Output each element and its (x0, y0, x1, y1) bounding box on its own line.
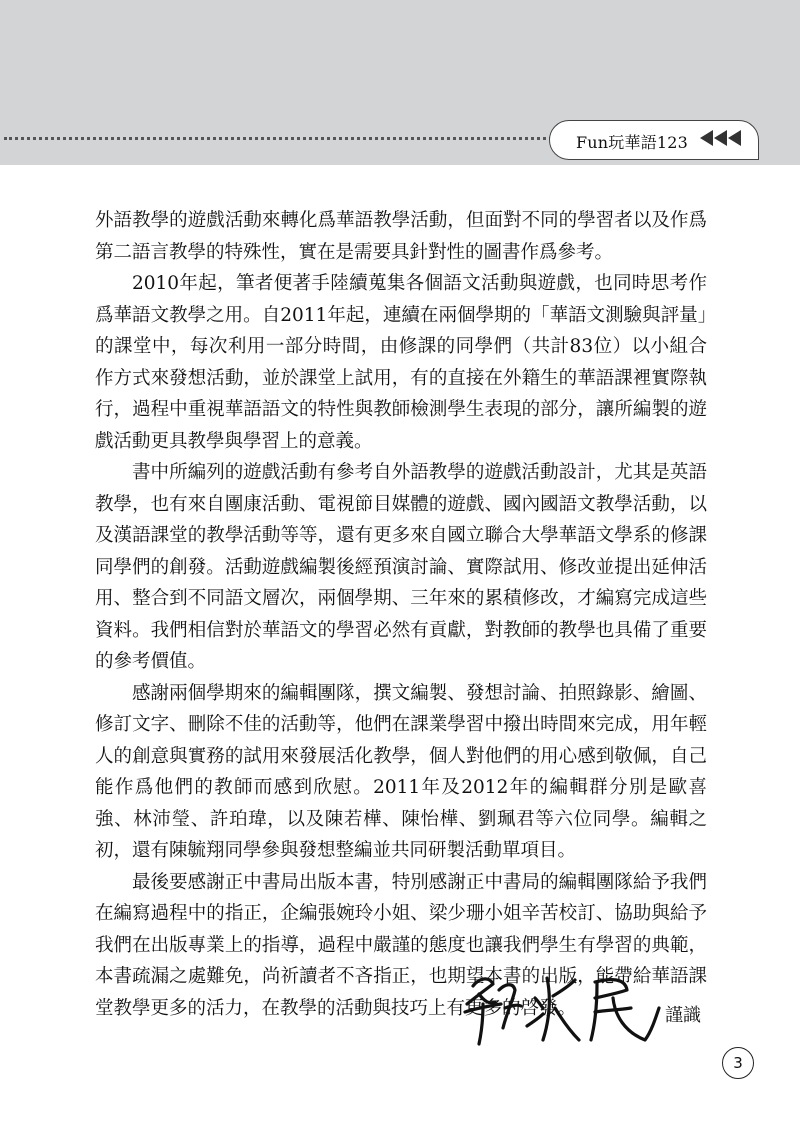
author-signature (455, 968, 665, 1050)
paragraph: 2010年起，筆者便著手陸續蒐集各個語文活動與遊戲，也同時思考作爲華語文教學之用。自2011年起，連續在兩個學期的「華語文測驗與評量」的課堂中，每次利用一部分時間，由修課的同學們（共計83位）以小組合作方式來發想活動，並於課堂上試用，有的直接在外籍生的華語課裡實際執行，過程中重視華語語文的特性與教師檢測學生表現的部分，讓所編製的遊戲活動更具教學與學習上的意義。 (95, 273, 707, 452)
paragraph: 外語教學的遊戲活動來轉化爲華語教學活動，但面對不同的學習者以及作爲第二語言教學的特殊性，實在是需要具針對性的圖書作爲參考。 (95, 210, 707, 263)
page-number: 3 (722, 1047, 754, 1079)
paragraph: 最後要感謝正中書局出版本書，特別感謝正中書局的編輯團隊給予我們在編寫過程中的指正，企編張婉玲小姐、梁少珊小姐辛苦校訂、協助與給予我們在出版專業上的指導，過程中嚴謹的態度也讓我們學生有學習的典範，本書疏漏之處難免，尚祈讀者不吝指正，也期望本書的出版，能帶給華語課堂教學更多的活力，在教學的活動與技巧上有更多的啓發。 (95, 871, 707, 1019)
paragraph: 書中所編列的遊戲活動有參考自外語教學的遊戲活動設計，尤其是英語教學，也有來自團康活動、電視節目媒體的遊戲、國內國語文教學活動，以及漢語課堂的教學活動等等，還有更多來自國立聯合大學華語文學系的修課同學們的創發。活動遊戲編製後經預演討論、實際試用、修改並提出延伸活用、整合到不同語文層次，兩個學期、三年來的累積修改，才編寫完成這些資料。我們相信對於華語文的學習必然有貢獻，對教師的教學也具備了重要的參考價值。 (95, 462, 707, 672)
triple-left-arrow-icon (700, 130, 742, 146)
signature-note: 謹識 (665, 1005, 701, 1026)
book-title-tab (549, 120, 759, 160)
paragraph: 感謝兩個學期來的編輯團隊，撰文編製、發想討論、拍照錄影、繪圖、修訂文字、刪除不佳的活動等，他們在課業學習中撥出時間來完成，用年輕人的創意與實務的試用來發展活化教學，個人對他們的用心感到敬佩，自己能作爲他們的教師而感到欣慰。2011年及2012年的編輯群分別是歐喜強、林沛瑩、許珀瑋，以及陳若樺、陳怡樺、劉珮君等六位同學。編輯之初，還有陳毓翔同學參與發想整編並共同研製活動單項目。 (95, 682, 707, 861)
preface-body (95, 205, 707, 1024)
book-title: Fun玩華語123 (576, 133, 689, 152)
header-dotted-rule (4, 137, 552, 140)
